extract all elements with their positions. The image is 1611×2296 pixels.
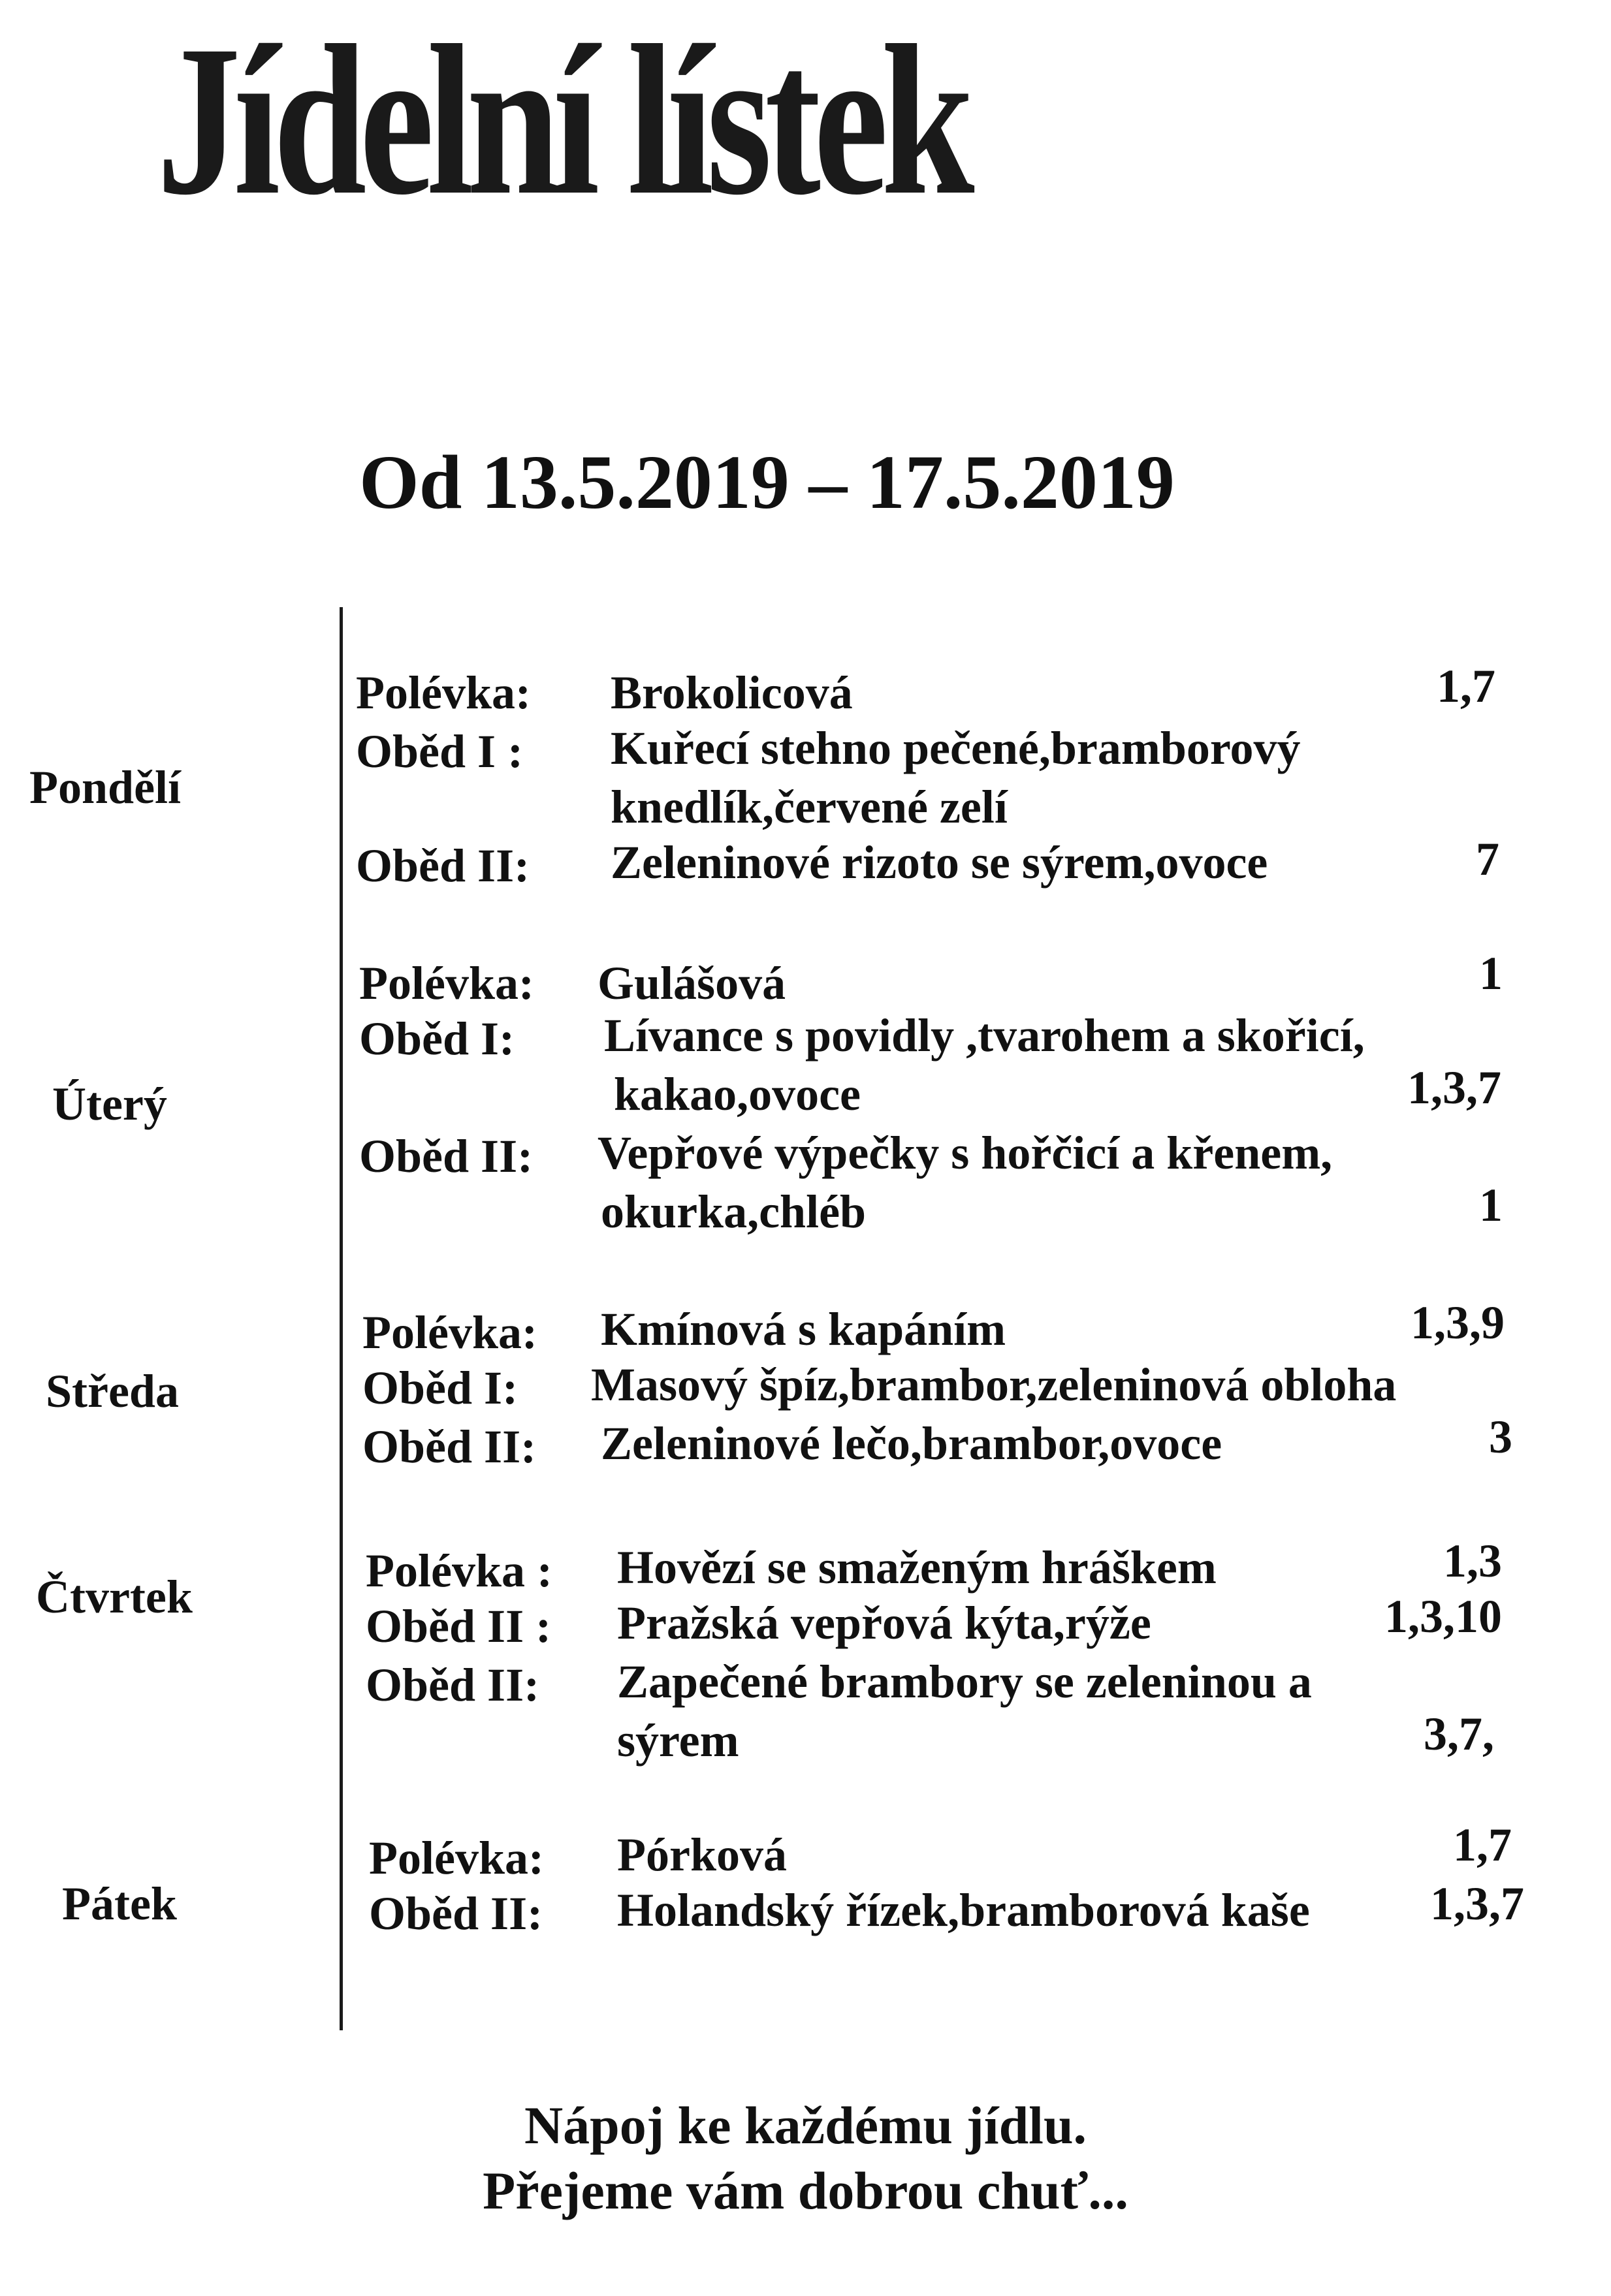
- menu-row-dish-continued: knedlík,červené zelí: [611, 781, 1008, 833]
- day-label-wednesday: Středa: [46, 1365, 179, 1417]
- menu-row-dish-continued: sýrem: [617, 1714, 739, 1767]
- menu-row-label: Oběd II :: [366, 1600, 552, 1652]
- menu-row-allergens: 7: [1476, 833, 1499, 885]
- menu-row-dish: Zapečené brambory se zeleninou a: [617, 1656, 1312, 1708]
- menu-row-dish: Brokolicová: [611, 667, 853, 719]
- menu-row-allergens: 1,3,7: [1430, 1878, 1524, 1930]
- menu-row-label: Oběd I :: [356, 725, 524, 778]
- day-label-friday: Pátek: [62, 1878, 177, 1930]
- menu-row-dish: Kuřecí stehno pečené,bramborový: [611, 722, 1301, 774]
- menu-row-label: Oběd II:: [362, 1421, 537, 1473]
- day-label-tuesday: Úterý: [52, 1078, 167, 1130]
- menu-row-label: Polévka :: [366, 1545, 552, 1597]
- page-title: Jídelní lístek: [157, 1, 968, 240]
- menu-row-allergens: 3: [1489, 1411, 1512, 1463]
- menu-row-dish: Pražská vepřová kýta,rýže: [617, 1597, 1151, 1649]
- menu-row-label: Polévka:: [369, 1832, 544, 1884]
- column-divider: [340, 607, 343, 2030]
- day-label-monday: Pondělí: [29, 761, 182, 813]
- menu-row-dish: Zeleninové lečo,brambor,ovoce: [601, 1417, 1222, 1470]
- menu-row-label: Oběd I:: [362, 1362, 518, 1414]
- menu-row-allergens: 1,3,10: [1384, 1590, 1502, 1643]
- menu-row-label: Polévka:: [356, 667, 531, 719]
- menu-row-allergens: 1,3,7: [1407, 1062, 1501, 1114]
- menu-row-label: Oběd II:: [366, 1659, 540, 1711]
- menu-row-allergens: 1,7: [1437, 660, 1495, 712]
- menu-row-label: Oběd II:: [369, 1887, 543, 1940]
- menu-row-dish: Gulášová: [598, 957, 786, 1009]
- footer-drink-note: Nápoj ke každému jídlu.: [524, 2096, 1087, 2155]
- day-label-thursday: Čtvrtek: [36, 1571, 193, 1623]
- date-range: Od 13.5.2019 – 17.5.2019: [359, 439, 1175, 525]
- menu-row-allergens: 1,7: [1453, 1819, 1512, 1871]
- menu-row-dish-continued: okurka,chléb: [601, 1186, 867, 1238]
- footer-greeting: Přejeme vám dobrou chuť...: [483, 2161, 1128, 2220]
- menu-row-label: Polévka:: [362, 1306, 537, 1359]
- menu-row-label: Polévka:: [359, 957, 534, 1009]
- menu-row-dish: Vepřové výpečky s hořčicí a křenem,: [598, 1127, 1333, 1179]
- menu-row-label: Oběd I:: [359, 1013, 515, 1065]
- menu-row-allergens: 1,3: [1443, 1535, 1502, 1587]
- menu-row-dish: Pórková: [617, 1829, 787, 1881]
- menu-row-dish: Hovězí se smaženým hráškem: [617, 1541, 1217, 1594]
- menu-row-dish: Zeleninové rizoto se sýrem,ovoce: [611, 836, 1268, 889]
- menu-row-allergens: 1,3,9: [1411, 1297, 1505, 1349]
- menu-row-dish: Lívance s povidly ,tvarohem a skořicí,: [604, 1009, 1365, 1062]
- menu-row-label: Oběd II:: [356, 840, 530, 892]
- menu-row-allergens: 1: [1479, 1179, 1503, 1231]
- menu-row-label: Oběd II:: [359, 1130, 534, 1182]
- menu-row-dish: Kmínová s kapáním: [601, 1303, 1006, 1355]
- menu-row-dish: Masový špíz,brambor,zeleninová obloha: [591, 1359, 1397, 1411]
- menu-row-allergens: 1: [1479, 947, 1503, 999]
- menu-row-dish-continued: kakao,ovoce: [614, 1068, 861, 1120]
- menu-row-allergens: 3,7,: [1424, 1708, 1494, 1760]
- menu-row-dish: Holandský řízek,bramborová kaše: [617, 1884, 1310, 1936]
